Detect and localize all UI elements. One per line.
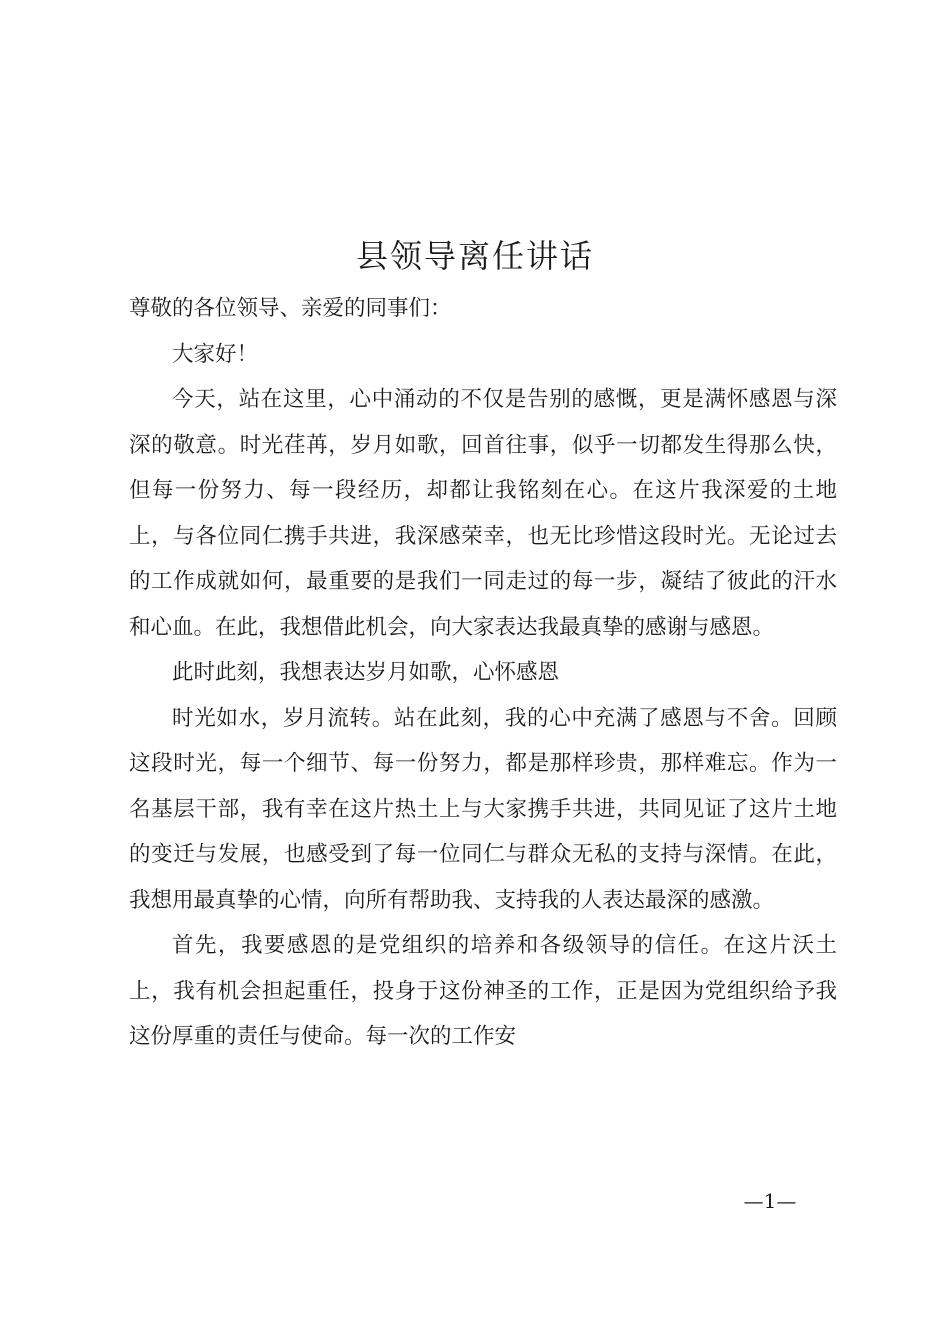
paragraph-heading: 此时此刻，我想表达岁月如歌，心怀感恩 xyxy=(172,660,560,685)
paragraph-gratitude-party: 首先，我要感恩的是党组织的培养和各级领导的信任。在这片沃土上，我有机会担起重任，投身于这份神圣的工作，正是因为党组织给予我这份厚重的责任与使命。每一次的工作安 xyxy=(129,933,837,1049)
paragraph-reflection: 时光如水，岁月流转。站在此刻，我的心中充满了感恩与不舍。回顾这段时光，每一个细节、每一份努力，都是那样珍贵，那样难忘。作为一名基层干部，我有幸在这片热土上与大家携手共进，共同见证了这片土地的变迁与发展，也感受到了每一位同仁与群众无私的支持与深情。在此，我想用最真挚的心情，向所有帮助我、支持我的人表达最深的感激。 xyxy=(129,705,837,913)
salutation: 尊敬的各位领导、亲爱的同事们： xyxy=(129,296,452,321)
paragraph-greeting: 大家好！ xyxy=(172,341,259,367)
paragraph-opening: 今天，站在这里，心中涌动的不仅是告别的感慨，更是满怀感恩与深深的敬意。时光荏苒，岁月如歌，回首往事，似乎一切都发生得那么快，但每一份努力、每一段经历，却都让我铭刻在心。在这片我深爱的土地上，与各位同仁携手共进，我深感荣幸，也无比珍惜这段时光。无论过去的工作成就如何，最重要的是我们一同走过的每一步，凝结了彼此的汗水和心血。在此，我想借此机会，向大家表达我最真挚的感谢与感恩。 xyxy=(129,387,837,640)
document-title: 县领导离任讲话 xyxy=(355,237,594,275)
page-number: —1— xyxy=(743,1189,797,1213)
document-body xyxy=(129,286,837,1060)
